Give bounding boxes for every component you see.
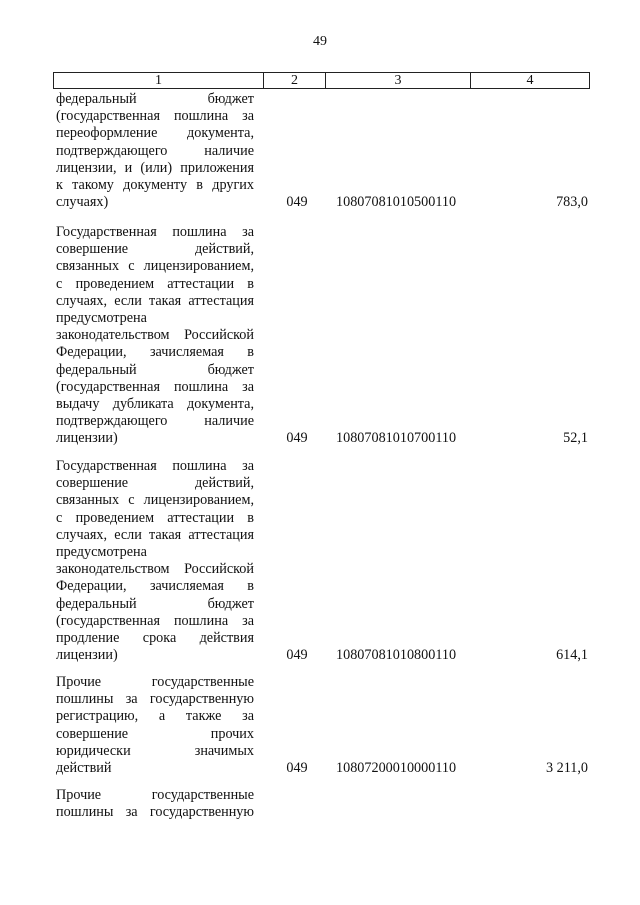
description-line: юридически значимых xyxy=(56,742,254,759)
description-line: связанных с лицензированием, xyxy=(56,492,254,509)
description-line: (государственная пошлина за xyxy=(56,378,254,395)
description-line: Государственная пошлина за xyxy=(56,458,254,474)
amount: 52,1 xyxy=(563,430,588,446)
amount: 3 211,0 xyxy=(545,760,588,776)
row-description xyxy=(56,674,254,777)
description-line: Прочие государственные xyxy=(56,674,254,690)
description-line: совершение действий, xyxy=(56,241,254,258)
description-line: связанных с лицензированием, xyxy=(56,258,254,275)
description-line: законодательством Российской xyxy=(56,327,254,344)
page-number: 49 xyxy=(313,34,327,49)
description-line: (государственная пошлина за xyxy=(56,108,254,125)
header-col-2: 2 xyxy=(264,73,326,88)
description-line: с проведением аттестации в xyxy=(56,275,254,292)
description-line: совершение прочих xyxy=(56,725,254,742)
description-line: Государственная пошлина за xyxy=(56,224,254,240)
description-line: подтверждающего наличие xyxy=(56,142,254,159)
description-line: Федерации, зачисляемая в xyxy=(56,578,254,595)
description-line: пошлины за государственную xyxy=(56,804,254,821)
amount: 614,1 xyxy=(556,647,588,663)
amount: 783,0 xyxy=(556,194,588,210)
description-line: предусмотрена xyxy=(56,544,147,561)
description-line: лицензии) xyxy=(56,647,118,664)
description-line: переоформление документа, xyxy=(56,125,254,142)
row-description xyxy=(56,224,254,448)
row-description xyxy=(56,91,254,211)
admin-code: 049 xyxy=(286,760,308,776)
description-line: случаях, если такая аттестация xyxy=(56,292,254,309)
description-line: Прочие государственные xyxy=(56,787,254,803)
header-col-1: 1 xyxy=(54,73,264,88)
description-line: продление срока действия xyxy=(56,630,254,647)
description-line: к такому документу в других xyxy=(56,177,254,194)
description-line: лицензии) xyxy=(56,430,118,447)
description-line: выдачу дубликата документа, xyxy=(56,396,254,413)
kbk-code: 10807200010000110 xyxy=(336,760,457,776)
table-header xyxy=(53,72,590,89)
description-line: (государственная пошлина за xyxy=(56,612,254,629)
kbk-code: 10807081010800110 xyxy=(336,647,457,663)
description-line: случаях, если такая аттестация xyxy=(56,526,254,543)
description-line: действий xyxy=(56,760,112,777)
kbk-code: 10807081010700110 xyxy=(336,430,457,446)
row-description xyxy=(56,458,254,664)
description-line: лицензии, и (или) приложения xyxy=(56,159,254,176)
admin-code: 049 xyxy=(286,647,308,663)
admin-code: 049 xyxy=(286,194,308,210)
header-col-4: 4 xyxy=(526,73,534,88)
description-line: федеральный бюджет xyxy=(56,595,254,612)
header-col-3: 3 xyxy=(326,73,471,88)
description-line: регистрацию, а также за xyxy=(56,708,254,725)
description-line: законодательством Российской xyxy=(56,561,254,578)
row-description xyxy=(56,787,254,821)
description-line: пошлины за государственную xyxy=(56,691,254,708)
description-line: федеральный бюджет xyxy=(56,361,254,378)
description-line: федеральный бюджет xyxy=(56,91,254,107)
description-line: Федерации, зачисляемая в xyxy=(56,344,254,361)
description-line: предусмотрена xyxy=(56,310,147,327)
description-line: с проведением аттестации в xyxy=(56,509,254,526)
description-line: подтверждающего наличие xyxy=(56,413,254,430)
admin-code: 049 xyxy=(286,430,308,446)
description-line: совершение действий, xyxy=(56,475,254,492)
description-line: случаях) xyxy=(56,194,109,211)
kbk-code: 10807081010500110 xyxy=(336,194,457,210)
